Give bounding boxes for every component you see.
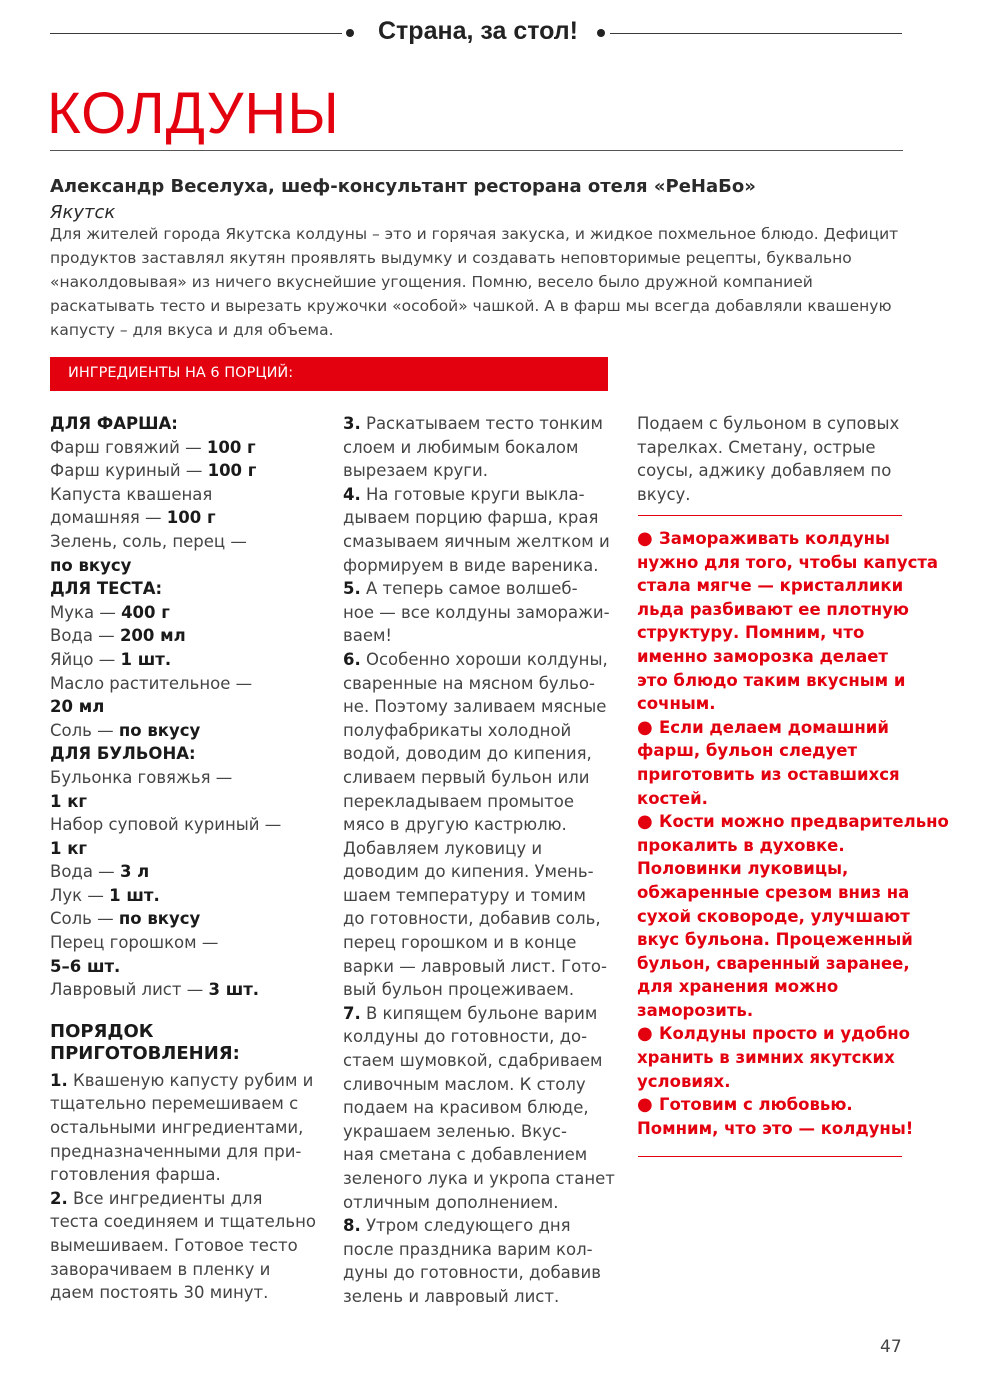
step-text: украшаем зеленью. Вкус- xyxy=(343,1121,567,1141)
tip-line xyxy=(637,952,912,976)
step-number: 2. xyxy=(50,1188,68,1208)
ingredient-amount: 200 мл xyxy=(119,626,186,646)
column-ingredients xyxy=(50,412,330,1305)
step-line xyxy=(343,907,618,931)
ingredient-name: Перец горошком — xyxy=(50,933,219,953)
tip-text: заморозить. xyxy=(637,1000,754,1020)
tips-bottom-rule xyxy=(638,1156,902,1157)
step-line xyxy=(343,955,618,979)
ingredient-amount: 400 г xyxy=(121,602,170,622)
ingredient-name: Масло растительное — xyxy=(50,673,253,693)
step-text: ное — все колдуны заморажи- xyxy=(343,602,610,622)
step-text: смазываем яичным желтком и xyxy=(343,531,610,551)
step-text: тщательно перемешиваем с xyxy=(50,1094,299,1114)
procedure-steps-1 xyxy=(50,1069,330,1305)
step-text: На готовые круги выкла- xyxy=(360,484,585,504)
step-line xyxy=(343,1002,618,1026)
step-line xyxy=(343,978,618,1002)
step-number: 3. xyxy=(343,414,361,433)
tip-line xyxy=(637,881,912,905)
intro-line: продуктов заставлял якутян проявлять выдумку и создавать неповторимые рецепты, буквально xyxy=(50,249,852,267)
ingredient-name: Фарш куриный — xyxy=(50,461,208,481)
step-line xyxy=(50,1140,330,1164)
ingredient-item xyxy=(50,436,330,460)
serving-text xyxy=(637,412,907,506)
tip-line xyxy=(637,857,912,881)
ingredient-item xyxy=(50,554,330,578)
tip-item xyxy=(637,810,949,1022)
procedure-heading-line: ПОРЯДОК xyxy=(50,1020,154,1042)
step-line xyxy=(50,1258,330,1282)
step-text: сваренные на мясном бульо- xyxy=(343,673,595,693)
intro-line: раскатывать тесто и вырезать кружочки «особой» чашкой. А в фарш мы всегда добавляли квашеную xyxy=(50,297,892,315)
step-line xyxy=(343,648,618,672)
step-line xyxy=(343,1143,618,1167)
ingredient-name: Яйцо — xyxy=(50,649,121,669)
step-line xyxy=(343,860,618,884)
ingredient-item xyxy=(50,506,330,530)
step-text: после праздника варим кол- xyxy=(343,1239,593,1259)
ingredient-amount: 100 г xyxy=(207,461,257,481)
header-bullet-left xyxy=(346,29,354,37)
ingredient-name: Капуста квашеная xyxy=(50,484,213,504)
step-text: до готовности, добавив соль, xyxy=(343,909,601,929)
ingredient-name: Вода — xyxy=(50,626,120,646)
ingredient-name: домашняя — xyxy=(50,508,167,528)
ingredient-item xyxy=(50,931,330,955)
tip-text: это блюдо таким вкусным и xyxy=(637,670,906,690)
ingredient-amount: 3 шт. xyxy=(208,980,260,1000)
dough-list xyxy=(50,601,330,743)
ingredient-name: Фарш говяжий — xyxy=(50,437,207,457)
tip-line xyxy=(637,1093,912,1117)
tip-text: стала мягче — кристаллики xyxy=(637,576,904,596)
intro-line: Для жителей города Якутска колдуны – это и горячая закуска, и жидкое похмельное блюдо. Дефицит xyxy=(50,225,899,243)
tips-box xyxy=(637,527,949,1140)
serving-line: тарелках. Сметану, острые xyxy=(637,437,876,457)
step-line xyxy=(343,1261,618,1285)
tip-item xyxy=(637,716,912,810)
ingredient-item xyxy=(50,790,330,814)
tip-text: прокалить в духовке. xyxy=(637,835,845,855)
ingredient-amount: 100 г xyxy=(166,508,216,528)
step-line xyxy=(343,459,618,483)
ingredient-item xyxy=(50,955,330,979)
procedure-heading-line: ПРИГОТОВЛЕНИЯ: xyxy=(50,1042,240,1064)
bullet-icon: ● xyxy=(637,1094,659,1116)
ingredient-item xyxy=(50,695,330,719)
step-text: не. Поэтому заливаем мясные xyxy=(343,697,607,717)
intro-line: «наколдовывая» из ничего вкуснейшие угощения. Помню, весело было дружной компанией xyxy=(50,273,813,291)
step-number: 5. xyxy=(343,579,361,599)
tip-line xyxy=(637,999,912,1023)
ingredients-banner-label: ИНГРЕДИЕНТЫ НА 6 ПОРЦИЙ: xyxy=(68,365,294,381)
ingredient-name: Соль — xyxy=(50,909,119,929)
header-rule-right xyxy=(610,33,902,34)
step-text: доводим до кипения. Умень- xyxy=(343,862,594,882)
tip-line xyxy=(637,1046,912,1070)
tip-line xyxy=(637,669,912,693)
ingredient-amount: по вкусу xyxy=(118,909,201,929)
step-text: зеленого лука и укропа станет xyxy=(343,1169,615,1188)
ingredient-amount: 1 шт. xyxy=(109,885,160,905)
ingredient-item xyxy=(50,648,330,672)
tip-line xyxy=(637,574,912,598)
step-number: 6. xyxy=(343,649,361,669)
step-line xyxy=(343,813,618,837)
step-line xyxy=(343,1120,618,1144)
step-line xyxy=(343,790,618,814)
step-text: Добавляем луковицу и xyxy=(343,838,543,858)
ingredient-item xyxy=(50,483,330,507)
step-text: предназначенными для при- xyxy=(50,1141,302,1161)
tip-text: костей. xyxy=(637,788,708,808)
tip-line xyxy=(637,1070,912,1094)
bullet-icon: ● xyxy=(637,811,659,833)
ingredient-name: Бульонка говяжья — xyxy=(50,767,233,787)
tip-text: для хранения можно xyxy=(637,977,839,997)
step-text: Утром следующего дня xyxy=(360,1216,571,1236)
step-text: В кипящем бульоне варим xyxy=(360,1003,598,1023)
tip-line xyxy=(637,598,912,622)
tip-text: бульон, сваренный заранее, xyxy=(637,953,910,973)
step-text: Квашеную капусту рубим и xyxy=(67,1070,314,1090)
step-text: сливаем первый бульон или xyxy=(343,767,590,787)
broth-list xyxy=(50,766,330,1002)
step-line xyxy=(343,436,618,460)
bullet-icon: ● xyxy=(637,1023,659,1045)
ingredient-item xyxy=(50,530,330,554)
tip-text: Колдуны просто и удобно xyxy=(658,1024,910,1044)
step-line xyxy=(343,412,618,436)
tip-text: Готовим с любовью. xyxy=(658,1095,853,1115)
tip-line xyxy=(637,645,912,669)
step-text: дываем порцию фарша, края xyxy=(343,508,599,528)
step-text: заворачиваем в пленку и xyxy=(50,1259,271,1279)
procedure-steps-2 xyxy=(343,412,618,1309)
ingredient-item xyxy=(50,813,330,837)
tip-line xyxy=(637,716,912,740)
ingredient-item xyxy=(50,624,330,648)
step-line xyxy=(343,506,618,530)
ingredient-name: Вода — xyxy=(50,862,120,882)
step-text: Раскатываем тесто тонким xyxy=(360,414,603,433)
step-text: перец горошком и в конце xyxy=(343,933,577,953)
step-line xyxy=(343,1167,618,1191)
title-divider xyxy=(50,150,903,151)
step-number: 7. xyxy=(343,1003,361,1023)
ingredient-item xyxy=(50,601,330,625)
tip-text: именно заморозка делает xyxy=(637,646,888,666)
step-line xyxy=(50,1234,330,1258)
tip-text: приготовить из оставшихся xyxy=(637,764,900,784)
step-line xyxy=(343,1214,618,1238)
tip-item xyxy=(637,1022,912,1093)
step-line xyxy=(50,1187,330,1211)
step-line xyxy=(50,1163,330,1187)
ingredient-name: Соль — xyxy=(50,720,119,740)
ingredient-item xyxy=(50,837,330,861)
tip-text: обжаренные срезом вниз на xyxy=(637,882,910,902)
header-bullet-right xyxy=(597,29,605,37)
ingredient-amount: 100 г xyxy=(206,437,256,457)
ingredient-amount: 20 мл xyxy=(50,697,105,717)
step-text: полуфабрикаты холодной xyxy=(343,720,572,740)
tip-item xyxy=(637,1093,912,1140)
tip-text: Если делаем домашний xyxy=(658,717,889,737)
ingredient-item xyxy=(50,978,330,1002)
tip-line xyxy=(637,905,912,929)
tip-line xyxy=(637,834,912,858)
step-line xyxy=(343,931,618,955)
step-text: перекладываем промытое xyxy=(343,791,574,811)
step-text: колдуны до готовности, до- xyxy=(343,1027,588,1047)
step-line xyxy=(343,1285,618,1309)
tip-line xyxy=(637,551,939,575)
step-text: шаем температуру и томим xyxy=(343,885,586,905)
step-text: зелень и лавровый лист. xyxy=(343,1286,560,1306)
ingredients-banner xyxy=(50,357,608,391)
step-line xyxy=(343,766,618,790)
ingredient-amount: 1 кг xyxy=(50,838,88,858)
dough-heading: ДЛЯ ТЕСТА: xyxy=(50,579,163,599)
step-line xyxy=(343,1049,618,1073)
ingredient-item xyxy=(50,860,330,884)
ingredient-item xyxy=(50,719,330,743)
step-line xyxy=(343,1025,618,1049)
step-line xyxy=(343,1096,618,1120)
step-line xyxy=(343,672,618,696)
procedure-heading xyxy=(50,1021,330,1065)
column-serving xyxy=(637,412,907,506)
tip-line xyxy=(637,1117,912,1141)
step-line xyxy=(50,1116,330,1140)
step-line xyxy=(343,483,618,507)
tip-text: фарш, бульон следует xyxy=(637,741,858,761)
ingredient-amount: по вкусу xyxy=(118,720,201,740)
step-text: остальными ингредиентами, xyxy=(50,1118,304,1138)
step-text: вымешиваем. Готовое тесто xyxy=(50,1236,298,1255)
step-text: подаем на красивом блюде, xyxy=(343,1098,589,1118)
tip-text: Помним, что это — колдуны! xyxy=(637,1118,914,1138)
ingredient-name: Лавровый лист — xyxy=(50,980,209,1000)
author-name: Александр Веселуха, шеф-консультант ресторана отеля «РеНаБо» xyxy=(50,176,756,197)
step-line xyxy=(50,1210,330,1234)
step-line xyxy=(343,624,618,648)
tip-text: Кости можно предварительно xyxy=(658,812,949,832)
tip-line xyxy=(637,928,912,952)
ingredient-amount: 1 шт. xyxy=(120,649,172,669)
step-text: стаем шумовкой, сдабриваем xyxy=(343,1051,603,1071)
ingredient-item xyxy=(50,884,330,908)
ingredient-item xyxy=(50,672,330,696)
tips-top-rule xyxy=(638,515,902,516)
tip-text: условиях. xyxy=(637,1071,731,1091)
step-line xyxy=(343,1238,618,1262)
tip-text: нужно для того, чтобы капуста xyxy=(637,552,939,572)
ingredient-name: Мука — xyxy=(50,602,122,622)
intro-paragraph xyxy=(50,222,910,342)
serving-line: вкусу. xyxy=(637,484,691,504)
step-text: формируем в виде вареника. xyxy=(343,555,599,575)
tip-line xyxy=(637,975,912,999)
ingredient-name: Зелень, соль, перец — xyxy=(50,531,247,551)
tip-text: сочным. xyxy=(637,694,716,714)
ingredient-name: Набор суповой куриный — xyxy=(50,815,282,835)
step-text: Особенно хороши колдуны, xyxy=(360,649,608,669)
step-line xyxy=(343,530,618,554)
ingredient-item xyxy=(50,907,330,931)
ingredient-amount: 3 л xyxy=(119,862,150,882)
tip-line xyxy=(637,692,912,716)
step-text: водой, доводим до кипения, xyxy=(343,744,592,764)
step-text: А теперь самое волшеб- xyxy=(360,579,578,599)
step-number: 4. xyxy=(343,484,361,504)
step-text: слоем и любимым бокалом xyxy=(343,437,579,457)
step-text: теста соединяем и тщательно xyxy=(50,1212,316,1232)
serving-line: соусы, аджику добавляем по xyxy=(637,461,892,481)
tip-text: Замораживать колдуны xyxy=(658,529,890,548)
step-text: готовления фарша. xyxy=(50,1165,221,1185)
step-line xyxy=(343,884,618,908)
step-line xyxy=(50,1069,330,1093)
column-procedure xyxy=(343,412,618,1309)
step-line xyxy=(343,1191,618,1215)
step-text: дуны до готовности, добавив xyxy=(343,1263,601,1283)
step-text: ваем! xyxy=(343,626,393,646)
step-number: 1. xyxy=(50,1070,68,1090)
intro-line: капусту – для вкуса и для объема. xyxy=(50,321,334,339)
step-text: сливочным маслом. К столу xyxy=(343,1074,586,1094)
mince-heading: ДЛЯ ФАРША: xyxy=(50,414,178,433)
step-line xyxy=(343,1073,618,1097)
step-line xyxy=(343,719,618,743)
step-text: даем постоять 30 минут. xyxy=(50,1283,269,1303)
ingredient-amount: по вкусу xyxy=(50,555,132,575)
tip-line xyxy=(637,810,949,834)
step-line xyxy=(343,601,618,625)
tip-text: вкус бульона. Процеженный xyxy=(637,930,913,950)
step-text: мясо в другую кастрюлю. xyxy=(343,815,567,835)
tip-line xyxy=(637,787,912,811)
tip-line xyxy=(637,1022,912,1046)
step-line xyxy=(343,695,618,719)
step-text: Все ингредиенты для xyxy=(67,1188,263,1208)
bullet-icon: ● xyxy=(637,716,659,738)
serving-line: Подаем с бульоном в суповых xyxy=(637,414,900,433)
tip-line xyxy=(637,763,912,787)
tip-line xyxy=(637,527,912,551)
tip-item xyxy=(637,527,939,716)
tip-text: Половинки луковицы, xyxy=(637,859,849,879)
ingredient-amount: 1 кг xyxy=(50,791,88,811)
step-number: 8. xyxy=(343,1216,361,1236)
tip-text: сухой сковороде, улучшают xyxy=(637,906,910,926)
ingredient-item xyxy=(50,459,330,483)
bullet-icon: ● xyxy=(637,528,659,549)
step-line xyxy=(50,1281,330,1305)
step-text: ная сметана с добавлением xyxy=(343,1145,588,1165)
broth-heading: ДЛЯ БУЛЬОНА: xyxy=(50,744,196,764)
header-rule-left xyxy=(50,33,342,34)
page-title: КОЛДУНЫ xyxy=(47,81,340,146)
tip-text: хранить в зимних якутских xyxy=(637,1048,895,1068)
author-city: Якутск xyxy=(50,202,116,223)
step-text: отличным дополнением. xyxy=(343,1192,559,1212)
step-text: вырезаем круги. xyxy=(343,461,488,481)
step-line xyxy=(343,742,618,766)
step-text: вый бульон процеживаем. xyxy=(343,980,575,1000)
ingredient-amount: 5–6 шт. xyxy=(50,956,121,976)
step-line xyxy=(343,837,618,861)
tip-line xyxy=(637,739,912,763)
tip-text: льда разбивают ее плотную xyxy=(637,599,909,619)
step-text: варки — лавровый лист. Гото- xyxy=(343,956,607,976)
tip-text: структуру. Помним, что xyxy=(637,623,865,643)
tip-line xyxy=(637,621,912,645)
mince-list xyxy=(50,436,330,578)
step-line xyxy=(50,1092,330,1116)
page-number: 47 xyxy=(880,1337,902,1357)
section-title: Страна, за стол! xyxy=(378,17,578,45)
step-line xyxy=(343,577,618,601)
ingredient-item xyxy=(50,766,330,790)
step-line xyxy=(343,554,618,578)
ingredient-name: Лук — xyxy=(50,885,110,905)
